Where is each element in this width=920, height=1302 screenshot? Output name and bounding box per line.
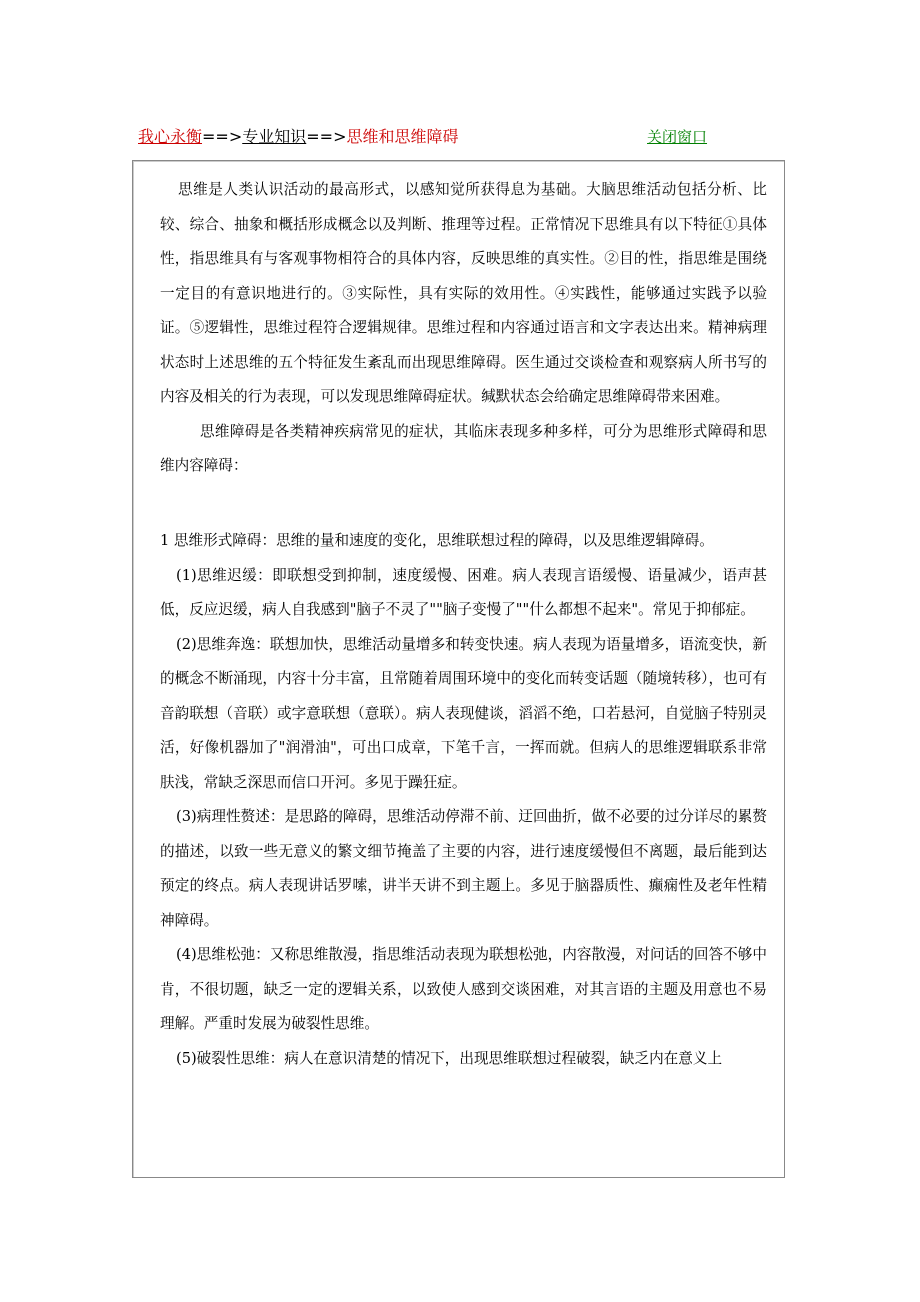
list-item: (4)思维松弛：又称思维散漫，指思维活动表现为联想松弛，内容散漫，对问话的回答不够中肯，不很切题，缺乏一定的逻辑关系，以致使人感到交谈困难，对其言语的主题及用意也不易理解。严重时发展为破裂性思维。 — [160, 946, 767, 1032]
breadcrumb-category-link[interactable]: 专业知识 — [242, 127, 307, 146]
breadcrumb-separator: ==> — [202, 127, 243, 146]
header — [138, 126, 728, 150]
list-item: (3)病理性赘述：是思路的障碍，思维活动停滞不前、迂回曲折，做不必要的过分详尽的累赘的描述，以致一些无意义的繁文细节掩盖了主要的内容，进行速度缓慢但不离题，最后能到达预定的终点。病人表现讲话罗嗦，讲半天讲不到主题上。多见于脑器质性、癫痫性及老年性精神障碍。 — [160, 808, 767, 929]
overview-paragraph: 思维障碍是各类精神疾病常见的症状，其临床表现多种多样，可分为思维形式障碍和思维内容障碍： — [160, 422, 767, 474]
article-frame[interactable] — [132, 160, 785, 1178]
spacer — [160, 484, 767, 519]
close-window-link[interactable]: 关闭窗口 — [647, 128, 708, 146]
list-item: (2)思维奔逸：联想加快，思维活动量增多和转变快速。病人表现为语量增多，语流变快，新的概念不断涌现，内容十分丰富，且常随着周围环境中的变化而转变话题（随境转移），也可有音韵联想（音联）或字意联想（意联）。病人表现健谈，滔滔不绝，口若悬河，自觉脑子特别灵活，好像机器加了"润滑油"，可出口成章，下笔千言，一挥而就。但病人的思维逻辑联系非常肤浅，常缺乏深思而信口开河。多见于躁狂症。 — [160, 635, 767, 791]
breadcrumb — [138, 126, 458, 148]
breadcrumb-separator: ==> — [306, 127, 347, 146]
section-heading: 1 思维形式障碍：思维的量和速度的变化，思维联想过程的障碍，以及思维逻辑障碍。 — [160, 532, 714, 549]
breadcrumb-home-link[interactable]: 我心永衡 — [138, 127, 203, 146]
intro-paragraph: 思维是人类认识活动的最高形式，以感知觉所获得息为基础。大脑思维活动包括分析、比较、综合、抽象和概括形成概念以及判断、推理等过程。正常情况下思维具有以下特征①具体性，指思维具有与客观事物相符合的具体内容，反映思维的真实性。②目的性，指思维是围绕一定目的有意识地进行的。③实际性，具有实际的效用性。④实践性，能够通过实践予以验证。⑤逻辑性，思维过程符合逻辑规律。思维过程和内容通过语言和文字表达出来。精神病理状态时上述思维的五个特征发生紊乱而出现思维障碍。医生通过交谈检查和观察病人所书写的内容及相关的行为表现，可以发现思维障碍症状。缄默状态会给确定思维障碍带来困难。 — [160, 181, 767, 405]
breadcrumb-current-page: 思维和思维障碍 — [346, 127, 459, 146]
list-item: (1)思维迟缓：即联想受到抑制，速度缓慢、困难。病人表现言语缓慢、语量减少，语声甚低，反应迟缓，病人自我感到"脑子不灵了""脑子变慢了""什么都想不起来"。常见于抑郁症。 — [160, 566, 767, 618]
list-item: (5)破裂性思维：病人在意识清楚的情况下，出现思维联想过程破裂，缺乏内在意义上 — [176, 1049, 723, 1067]
article-content — [160, 173, 767, 1076]
